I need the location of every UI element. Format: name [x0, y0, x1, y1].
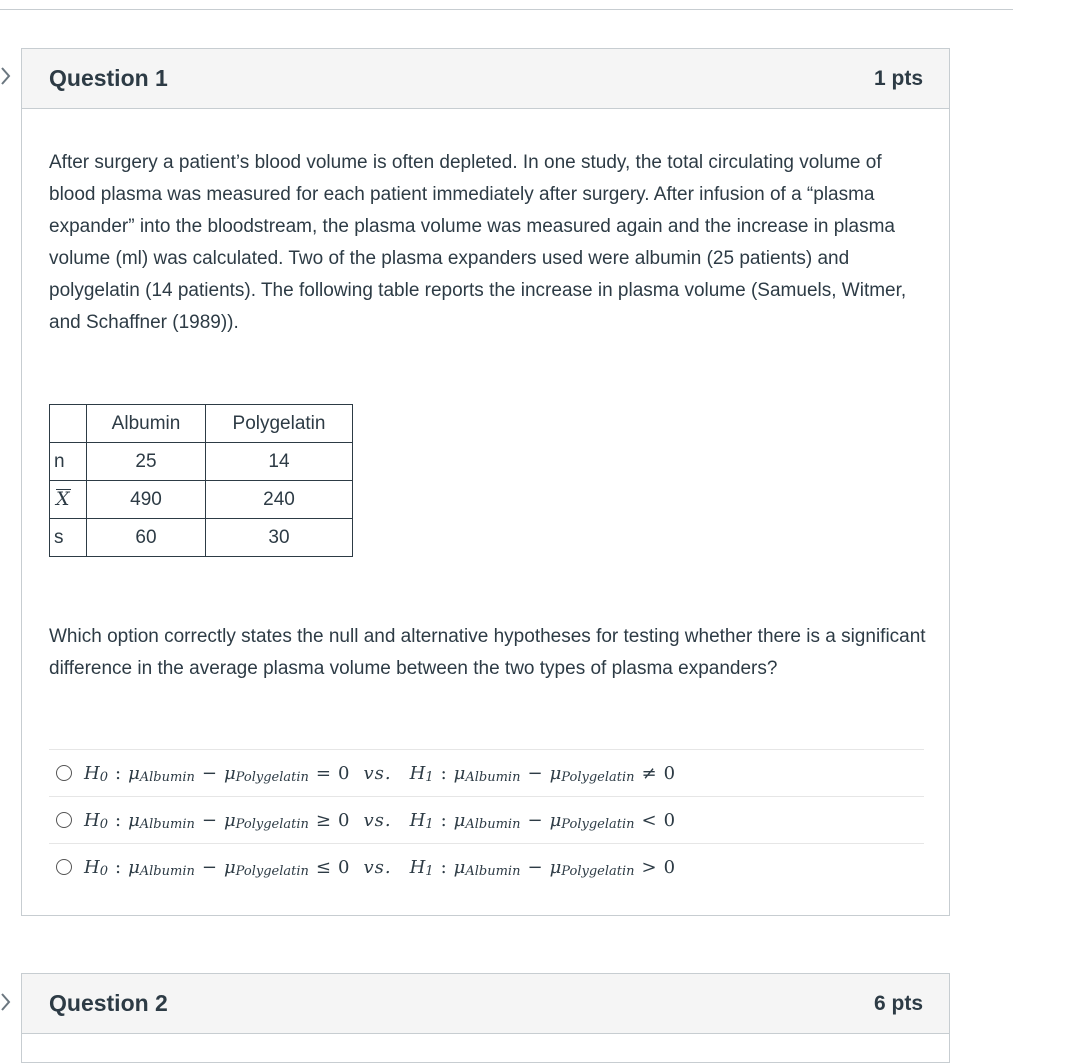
- question-card-2: [21, 973, 950, 1063]
- question-header: [22, 974, 949, 1034]
- data-table: [49, 404, 353, 557]
- question-intro-text: After surgery a patient’s blood volume is often depleted. In one study, the total circulating volume of blood plasma was measured for each patient immediately after surgery. After infusion of a “plasma expander” into the bloodstream, the plasma volume was measured again and the increase in plasma volume (ml) was calculated. Two of the plasma expanders used were albumin (25 patients) and polygelatin (14 patients). The following table reports the increase in plasma volume (Samuels, Witmer, and Schaffner (1989)).: [49, 152, 907, 333]
- answer-option-3[interactable]: H 0 : μ Albumin − μ Polygelatin ≤ 0 vs. H 1 : μ Albumin − μ Polygelatin > 0: [49, 843, 924, 890]
- question-prompt-text: Which option correctly states the null and alternative hypotheses for testing whether there is a significant difference in the average plasma volume between the two types of plasma expanders?: [49, 626, 926, 679]
- radio-unselected-icon[interactable]: [56, 765, 72, 781]
- table-cell: 14: [206, 443, 353, 481]
- question-title: Question 2: [49, 990, 168, 1016]
- answer-option-1[interactable]: H 0 : μ Albumin − μ Polygelatin = 0 vs. H 1 : μ Albumin − μ Polygelatin ≠ 0: [49, 749, 924, 796]
- row-label-xbar: X: [56, 488, 70, 510]
- table-cell: 25: [87, 443, 206, 481]
- table-row: [50, 443, 353, 481]
- radio-unselected-icon[interactable]: [56, 812, 72, 828]
- row-label: n: [50, 443, 87, 481]
- radio-unselected-icon[interactable]: [56, 859, 72, 875]
- table-cell: 240: [206, 481, 353, 519]
- chevron-right-icon[interactable]: [0, 66, 12, 86]
- row-label: s: [50, 519, 87, 557]
- table-cell: 30: [206, 519, 353, 557]
- table-header-row: [50, 405, 353, 443]
- answer-option-2[interactable]: H 0 : μ Albumin − μ Polygelatin ≥ 0 vs. H 1 : μ Albumin − μ Polygelatin < 0: [49, 796, 924, 843]
- question-points: 1 pts: [873, 66, 923, 90]
- question-card-1: [21, 48, 950, 916]
- question-header: [22, 49, 949, 109]
- table-header-cell: [50, 405, 87, 443]
- table-header-cell: Albumin: [87, 405, 206, 443]
- table-row: [50, 519, 353, 557]
- table-cell: 60: [87, 519, 206, 557]
- table-header-cell: Polygelatin: [206, 405, 353, 443]
- answer-list: [49, 749, 924, 890]
- table-cell: 490: [87, 481, 206, 519]
- question-points: 6 pts: [873, 991, 923, 1015]
- table-row: [50, 481, 353, 519]
- question-title: Question 1: [49, 65, 168, 91]
- chevron-right-icon[interactable]: [0, 992, 12, 1012]
- top-divider: [0, 9, 1013, 10]
